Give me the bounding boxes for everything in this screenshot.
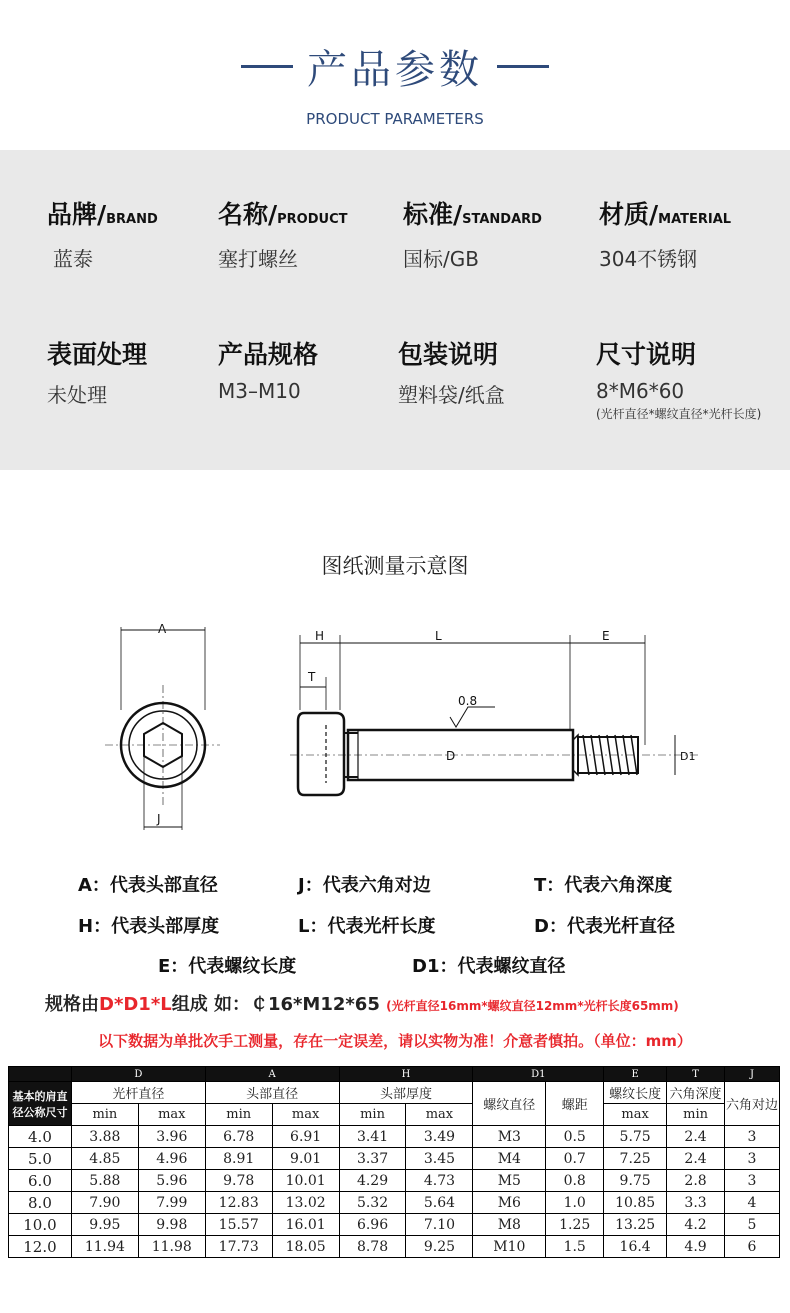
table-cell: 1.5: [546, 1236, 604, 1258]
table-cell: 8.91: [205, 1148, 272, 1170]
table-cell: 13.02: [272, 1192, 339, 1214]
label-l: L: [435, 629, 442, 643]
table-cell: 4.2: [667, 1214, 725, 1236]
table-code-row: D A H D1 E T J: [9, 1067, 780, 1082]
param-surface: 表面处理 未处理: [47, 340, 148, 407]
table-cell: 6: [725, 1236, 780, 1258]
table-group-row: 基本的肩直径公称尺寸 光杆直径 头部直径 头部厚度 螺纹直径 螺距 螺纹长度 六角深度 六角对边: [9, 1082, 780, 1104]
title-line-right: [497, 65, 549, 68]
table-cell: 4.73: [406, 1170, 473, 1192]
table-cell: 9.98: [138, 1214, 205, 1236]
label-h: H: [315, 629, 325, 643]
table-cell: 3.96: [138, 1126, 205, 1148]
label-t: T: [308, 670, 316, 684]
legend-a: A：代表头部直径: [78, 875, 218, 896]
table-cell: M10: [473, 1236, 546, 1258]
legend-j: J：代表六角对边: [298, 875, 431, 896]
spec-line: [45, 990, 679, 1016]
table-cell: 5.88: [71, 1170, 138, 1192]
table-cell: 13.25: [604, 1214, 667, 1236]
table-cell: 7.90: [71, 1192, 138, 1214]
table-cell: M4: [473, 1148, 546, 1170]
spec-table: [8, 1066, 780, 1258]
table-cell: 10.01: [272, 1170, 339, 1192]
table-cell: 11.94: [71, 1236, 138, 1258]
table-row: [9, 1192, 780, 1214]
label-e: E: [602, 629, 610, 643]
param-size: 尺寸说明 8*M6*60 (光杆直径*螺纹直径*光杆长度): [596, 340, 762, 421]
spec-note: (光杆直径16mm*螺纹直径12mm*光杆长度65mm): [386, 999, 679, 1013]
table-cell: 8.78: [339, 1236, 406, 1258]
param-brand: 品牌/BRAND 蓝泰: [47, 200, 158, 271]
param-packaging: 包装说明 塑料袋/纸盒: [398, 340, 505, 407]
table-cell: 6.0: [9, 1170, 72, 1192]
param-standard: 标准/STANDARD 国标/GB: [403, 200, 542, 271]
table-row: [9, 1214, 780, 1236]
page-subtitle: PRODUCT PARAMETERS: [306, 110, 484, 128]
table-cell: 8.0: [9, 1192, 72, 1214]
legend-t: T：代表六角深度: [534, 875, 673, 896]
legend-l: L：代表光杆长度: [298, 916, 436, 937]
table-cell: 0.8: [546, 1170, 604, 1192]
table-cell: 3.88: [71, 1126, 138, 1148]
legend-d1: D1：代表螺纹直径: [412, 956, 566, 977]
table-cell: 9.01: [272, 1148, 339, 1170]
table-cell: 5.64: [406, 1192, 473, 1214]
table-cell: 3: [725, 1126, 780, 1148]
table-cell: M3: [473, 1126, 546, 1148]
label-a: A: [158, 622, 167, 636]
table-cell: 3.45: [406, 1148, 473, 1170]
table-cell: 15.57: [205, 1214, 272, 1236]
header: [0, 0, 790, 150]
page-title: 产品参数: [307, 47, 483, 93]
table-cell: M8: [473, 1214, 546, 1236]
params-panel: [0, 150, 790, 470]
legend-d: D：代表光杆直径: [534, 916, 675, 937]
side-view: [290, 629, 700, 795]
front-view: [105, 622, 220, 830]
table-cell: 4.29: [339, 1170, 406, 1192]
table-cell: M5: [473, 1170, 546, 1192]
label-j: J: [157, 812, 161, 826]
table-cell: 4.0: [9, 1126, 72, 1148]
table-cell: M6: [473, 1192, 546, 1214]
spec-formula: D*D1*L: [99, 994, 172, 1015]
table-body: [9, 1126, 780, 1258]
table-cell: 10.0: [9, 1214, 72, 1236]
table-cell: 7.25: [604, 1148, 667, 1170]
legend-e: E：代表螺纹长度: [158, 956, 297, 977]
table-cell: 4.9: [667, 1236, 725, 1258]
table-row: [9, 1170, 780, 1192]
table-cell: 5.96: [138, 1170, 205, 1192]
table-cell: 2.8: [667, 1170, 725, 1192]
table-cell: 12.83: [205, 1192, 272, 1214]
measurement-drawing: [100, 615, 700, 845]
table-cell: 3.49: [406, 1126, 473, 1148]
table-cell: 7.99: [138, 1192, 205, 1214]
title-line-left: [241, 65, 293, 68]
table-cell: 3.3: [667, 1192, 725, 1214]
table-cell: 4.85: [71, 1148, 138, 1170]
diagram-title: 图纸测量示意图: [321, 554, 469, 578]
table-cell: 16.4: [604, 1236, 667, 1258]
table-cell: 6.91: [272, 1126, 339, 1148]
table-cell: 9.75: [604, 1170, 667, 1192]
table-cell: 5.75: [604, 1126, 667, 1148]
table-cell: 9.25: [406, 1236, 473, 1258]
table-cell: 4: [725, 1192, 780, 1214]
table-cell: 3: [725, 1170, 780, 1192]
measurement-warning: 以下数据为单批次手工测量，存在一定误差，请以实物为准！介意者慎拍。（单位：mm）: [98, 1032, 692, 1050]
table-cell: 5: [725, 1214, 780, 1236]
title-row: [0, 38, 790, 95]
label-d: D: [446, 749, 456, 763]
table-cell: 17.73: [205, 1236, 272, 1258]
table-cell: 10.85: [604, 1192, 667, 1214]
param-product: 名称/PRODUCT 塞打螺丝: [218, 200, 348, 271]
table-cell: 11.98: [138, 1236, 205, 1258]
table-cell: 3: [725, 1148, 780, 1170]
table-cell: 3.41: [339, 1126, 406, 1148]
table-row: [9, 1236, 780, 1258]
table-cell: 1.0: [546, 1192, 604, 1214]
table-cell: 1.25: [546, 1214, 604, 1236]
legend-h: H：代表头部厚度: [78, 916, 220, 937]
table-cell: 0.7: [546, 1148, 604, 1170]
table-sub-row: min max min max min max max min: [9, 1104, 780, 1126]
table-cell: 6.78: [205, 1126, 272, 1148]
label-d1: D1: [680, 750, 696, 763]
table-cell: 6.96: [339, 1214, 406, 1236]
table-cell: 4.96: [138, 1148, 205, 1170]
table-cell: 18.05: [272, 1236, 339, 1258]
table-cell: 5.32: [339, 1192, 406, 1214]
table-cell: 9.78: [205, 1170, 272, 1192]
table-cell: 12.0: [9, 1236, 72, 1258]
table-cell: 3.37: [339, 1148, 406, 1170]
table-cell: 9.95: [71, 1214, 138, 1236]
table-cell: 5.0: [9, 1148, 72, 1170]
table-cell: 7.10: [406, 1214, 473, 1236]
table-row: [9, 1148, 780, 1170]
param-material: 材质/MATERIAL 304不锈钢: [599, 200, 732, 271]
table-cell: 16.01: [272, 1214, 339, 1236]
table-row: [9, 1126, 780, 1148]
table-corner: 基本的肩直径公称尺寸: [9, 1082, 72, 1126]
table-cell: 2.4: [667, 1148, 725, 1170]
label-roughness: 0.8: [458, 694, 478, 708]
spec-middle: 组成 如：￠16*M12*65: [171, 994, 380, 1015]
param-spec: 产品规格 M3–M10: [218, 340, 319, 403]
spec-prefix: 规格由: [45, 994, 99, 1015]
table-cell: 2.4: [667, 1126, 725, 1148]
table-cell: 0.5: [546, 1126, 604, 1148]
